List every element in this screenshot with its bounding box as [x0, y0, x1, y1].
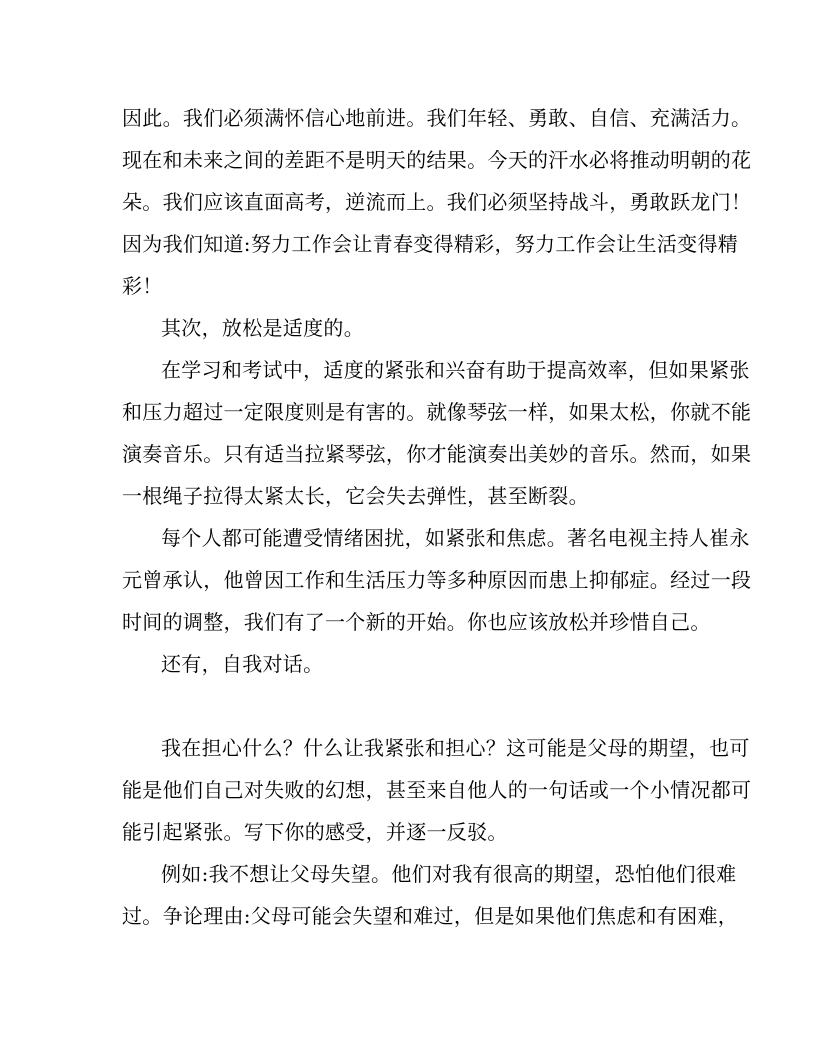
text-line: 因为我们知道:努力工作会让青春变得精彩，努力工作会让生活变得精: [122, 232, 739, 256]
text-line: 时间的调整，我们有了一个新的开始。你也应该放松并珍惜自己。: [122, 610, 711, 634]
text-line: 我在担心什么？什么让我紧张和担心？这可能是父母的期望，也可: [161, 736, 750, 760]
text-line: 每个人都可能遭受情绪困扰，如紧张和焦虑。著名电视主持人崔永: [161, 526, 750, 550]
text-line: 能引起紧张。写下你的感受，并逐一反驳。: [122, 820, 508, 844]
text-line: 能是他们自己对失败的幻想，甚至来自他人的一句话或一个小情况都可: [122, 778, 752, 802]
paragraph-heading: 其次，放松是适度的。: [161, 316, 364, 340]
text-line: 朵。我们应该直面高考，逆流而上。我们必须坚持战斗，勇敢跃龙门！: [122, 190, 752, 214]
text-line: 和压力超过一定限度则是有害的。就像琴弦一样，如果太松，你就不能: [122, 400, 752, 424]
text-line: 在学习和考试中，适度的紧张和兴奋有助于提高效率，但如果紧张: [161, 358, 750, 382]
text-line: 彩！: [122, 274, 163, 298]
paragraph-heading: 还有，自我对话。: [161, 652, 324, 676]
text-line: 演奏音乐。只有适当拉紧琴弦，你才能演奏出美妙的音乐。然而，如果: [122, 442, 752, 466]
text-line: 例如:我不想让父母失望。他们对我有很高的期望，恐怕他们很难: [161, 862, 737, 886]
text-line: 一根绳子拉得太紧太长，它会失去弹性，甚至断裂。: [122, 484, 589, 508]
text-line: 因此。我们必须满怀信心地前进。我们年轻、勇敢、自信、充满活力。: [122, 106, 752, 130]
text-line: 过。争论理由:父母可能会失望和难过，但是如果他们焦虑和有困难，: [122, 904, 739, 928]
text-line: 元曾承认，他曾因工作和生活压力等多种原因而患上抑郁症。经过一段: [122, 568, 752, 592]
text-line: 现在和未来之间的差距不是明天的结果。今天的汗水必将推动明朝的花: [122, 148, 752, 172]
